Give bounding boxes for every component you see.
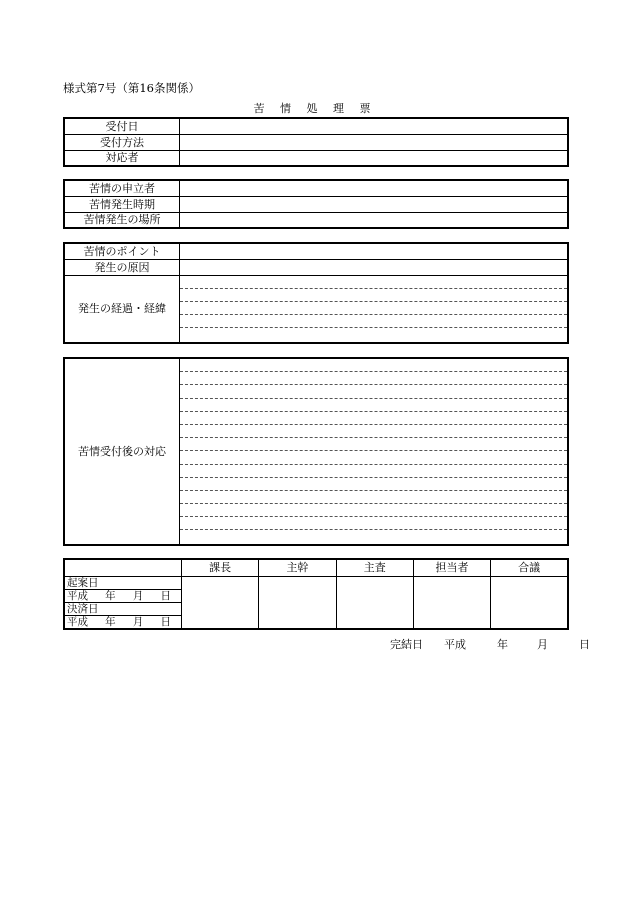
occurrence-time-field[interactable]	[180, 196, 569, 212]
complaint-point-label: 苦情のポイント	[64, 243, 180, 259]
decision-day: 日	[160, 616, 171, 628]
reception-date-label: 受付日	[64, 118, 180, 134]
reception-method-label: 受付方法	[64, 134, 180, 150]
reception-date-field[interactable]	[180, 118, 569, 134]
draft-date-field[interactable]	[64, 590, 182, 603]
response-table	[63, 357, 569, 546]
stamp-inspector[interactable]	[336, 577, 413, 630]
decision-date-field[interactable]	[64, 616, 182, 630]
column-chief-officer: 主幹	[259, 559, 336, 577]
reception-method-field[interactable]	[180, 134, 569, 150]
column-section-chief: 課長	[182, 559, 259, 577]
completion-day: 日	[579, 638, 590, 651]
occurrence-place-label: 苦情発生の場所	[64, 212, 180, 228]
responder-field[interactable]	[180, 150, 569, 166]
progress-field[interactable]	[180, 275, 569, 343]
column-inspector: 主査	[336, 559, 413, 577]
cause-field[interactable]	[180, 259, 569, 275]
approval-corner-cell	[64, 559, 182, 577]
reception-table	[63, 117, 569, 167]
response-label: 苦情受付後の対応	[64, 358, 180, 545]
form-number: 様式第7号（第16条関係）	[63, 81, 200, 95]
stamp-section-chief[interactable]	[182, 577, 259, 630]
decision-year: 年	[105, 616, 116, 628]
approval-table	[63, 558, 569, 630]
decision-era: 平成	[67, 616, 88, 628]
page-title: 苦 情 処 理 票	[253, 102, 377, 115]
draft-day: 日	[160, 590, 171, 602]
draft-date-label: 起案日	[64, 577, 182, 590]
decision-date-label: 決済日	[64, 603, 182, 616]
draft-year: 年	[105, 590, 116, 602]
progress-label: 発生の経過・経緯	[64, 275, 180, 343]
completion-label: 完結日	[390, 638, 423, 651]
completion-date	[390, 636, 590, 652]
column-person-in-charge: 担当者	[413, 559, 490, 577]
complaint-info-table	[63, 179, 569, 229]
draft-month: 月	[132, 590, 144, 602]
column-consultation: 合議	[491, 559, 568, 577]
stamp-chief-officer[interactable]	[259, 577, 336, 630]
complainant-label: 苦情の申立者	[64, 180, 180, 196]
responder-label: 対応者	[64, 150, 180, 166]
complaint-detail-table	[63, 242, 569, 344]
complaint-point-field[interactable]	[180, 243, 569, 259]
cause-label: 発生の原因	[64, 259, 180, 275]
occurrence-time-label: 苦情発生時期	[64, 196, 180, 212]
completion-era: 平成	[444, 638, 466, 651]
completion-month: 月	[537, 638, 548, 651]
occurrence-place-field[interactable]	[180, 212, 569, 228]
decision-month: 月	[132, 616, 144, 628]
stamp-person-in-charge[interactable]	[413, 577, 490, 630]
stamp-consultation[interactable]	[491, 577, 568, 630]
draft-era: 平成	[67, 590, 88, 602]
complainant-field[interactable]	[180, 180, 569, 196]
response-field[interactable]	[180, 358, 569, 545]
completion-year: 年	[497, 638, 508, 651]
